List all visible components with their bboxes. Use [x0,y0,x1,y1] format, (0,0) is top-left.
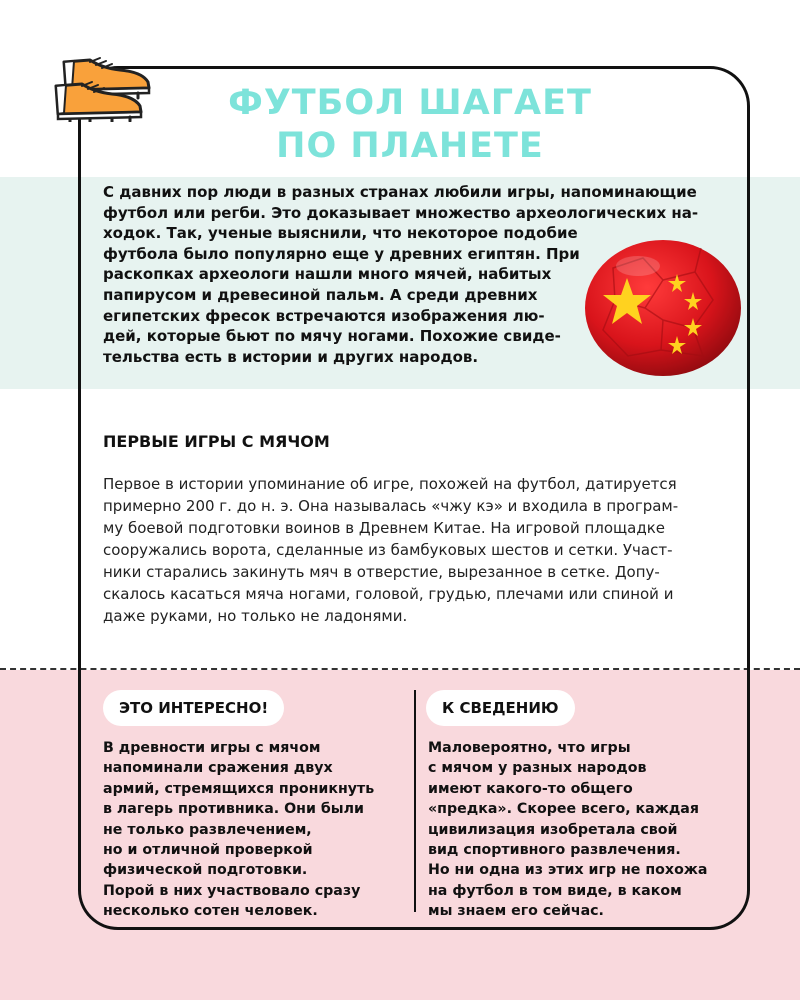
info-line: «предка». Скорее всего, каждая [428,801,699,818]
section-heading: ПЕРВЫЕ ИГРЫ С МЯЧОМ [103,432,330,451]
column-divider [414,690,416,912]
info-line: Маловероятно, что игры [428,740,631,756]
section-line: сооружались ворота, сделанные из бамбуковых шестов и сетки. Участ- [103,541,673,559]
interesting-line: В древности игры с мячом [103,740,321,756]
info-label: К СВЕДЕНИЮ [426,690,575,726]
info-text [428,738,708,922]
interesting-line: армий, стремящихся проникнуть [103,780,375,797]
section-line: даже руками, но только не ладонями. [103,607,408,625]
title-line-1: ФУТБОЛ ШАГАЕТ [228,83,592,123]
interesting-line: не только развлечением, [103,821,312,838]
interesting-line: напоминали сражения двух [103,760,333,777]
section-line: примерно 200 г. до н. э. Она называлась «чжу кэ» и входила в програм- [103,497,679,515]
interesting-text [103,738,374,922]
info-line: Но ни одна из этих игр не похожа [428,862,708,879]
intro-line: египетских фресок встречаются изображения лю- [103,306,545,325]
info-line: на футбол в том виде, в каком [428,882,682,899]
info-line: мы знаем его сейчас. [428,903,604,920]
interesting-label: ЭТО ИНТЕРЕСНО! [103,690,284,726]
interesting-line: Порой в них участвовало сразу [103,882,361,899]
section-line: ники старались закинуть мяч в отверстие, вырезанное в сетке. Допу- [103,563,660,581]
info-line: вид спортивного развлечения. [428,842,681,859]
interesting-line: но и отличной проверкой [103,842,313,859]
intro-line: папирусом и древесиной пальм. А среди древних [103,285,538,304]
interesting-line: несколько сотен человек. [103,903,318,920]
info-line: имеют какого-то общего [428,780,633,797]
intro-line: С давних пор люди в разных странах любили игры, напоминающие [103,183,697,201]
section-line: Первое в истории упоминание об игре, похожей на футбол, датируется [103,475,677,493]
section-line: му боевой подготовки воинов в Древнем Китае. На игровой площадке [103,519,666,537]
section-paragraph [103,473,678,627]
interesting-line: физической подготовки. [103,862,308,879]
intro-line: футбол или регби. Это доказывает множество археологических на- [103,203,699,222]
title-line-2: ПО ПЛАНЕТЕ [276,126,544,166]
info-line: цивилизация изобретала свой [428,821,678,838]
intro-line: дей, которые бьют по мячу ногами. Похожие свиде- [103,327,561,346]
page-title [130,82,690,168]
intro-line: ходок. Так, ученые выяснили, что некоторое подобие [103,224,578,243]
intro-line: футбола было популярно еще у древних египтян. При [103,244,580,263]
interesting-line: в лагерь противника. Они были [103,801,364,818]
intro-line: тельства есть в истории и других народов. [103,347,479,366]
intro-line: раскопках археологи нашли много мячей, набитых [103,265,552,284]
section-line: скалось касаться мяча ногами, головой, грудью, плечами или спиной и [103,585,674,603]
info-line: с мячом у разных народов [428,760,647,777]
china-flag-ball-icon [583,238,743,378]
